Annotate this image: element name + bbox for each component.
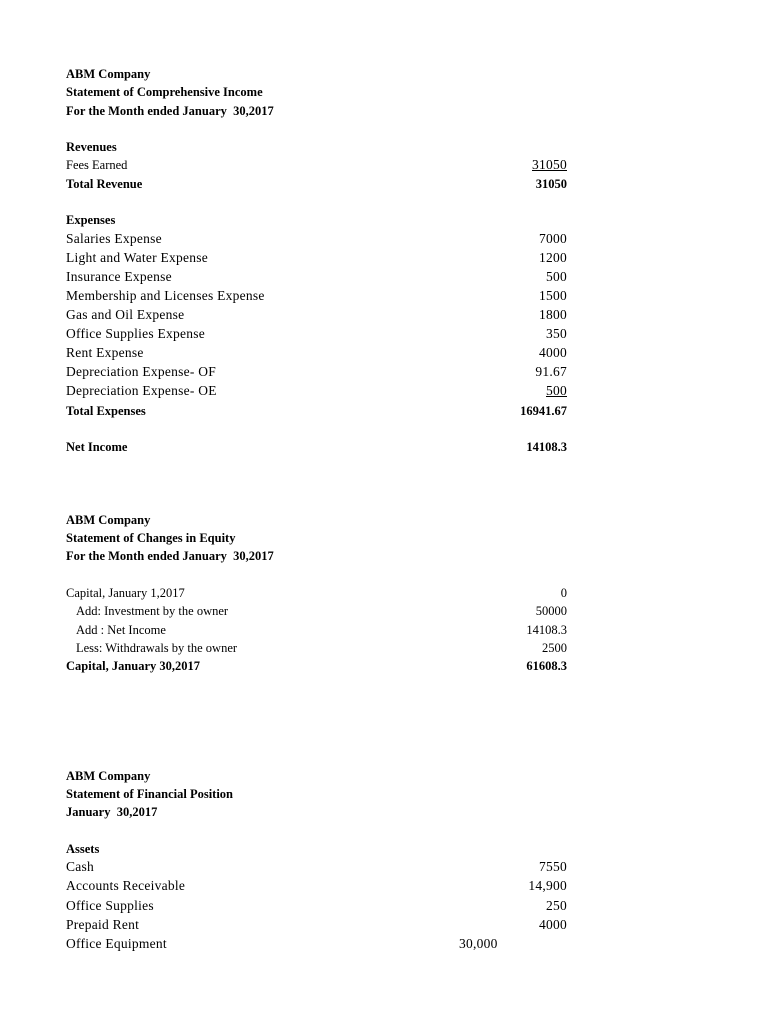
fees-earned-value: 31050 [532, 157, 567, 172]
total-expenses-value: 16941.67 [520, 404, 567, 418]
expense-value: 4000 [539, 345, 567, 360]
asset-value: 4000 [539, 917, 567, 932]
expense-label: Depreciation Expense- OE [66, 383, 217, 398]
net-income-row [66, 438, 567, 456]
expense-label: Salaries Expense [66, 231, 162, 246]
expense-row [66, 363, 567, 381]
expense-label: Rent Expense [66, 345, 144, 360]
equity-title: Statement of Changes in Equity [66, 531, 236, 545]
position-date: January 30,2017 [66, 805, 158, 819]
equity-row-label: Add : Net Income [76, 623, 166, 637]
revenues-heading: Revenues [66, 140, 117, 154]
assets-heading-row [66, 840, 567, 858]
expense-label: Light and Water Expense [66, 250, 208, 265]
equity-row-label: Less: Withdrawals by the owner [76, 641, 238, 655]
expense-row [66, 344, 567, 362]
asset-row [66, 877, 567, 895]
asset-label: Cash [66, 859, 94, 874]
equity-row-label: Add: Investment by the owner [76, 604, 229, 618]
equity-company [66, 511, 567, 529]
expense-row [66, 287, 567, 305]
position-title-row [66, 785, 567, 803]
position-company [66, 767, 567, 785]
expense-value: 500 [546, 269, 567, 284]
equity-row [66, 602, 567, 620]
asset-value: 14,900 [528, 878, 567, 893]
asset-value: 250 [546, 898, 567, 913]
equity-row [66, 621, 567, 639]
expense-label: Gas and Oil Expense [66, 307, 185, 322]
equity-row-label: Capital, January 1,2017 [66, 586, 185, 600]
expense-row [66, 230, 567, 248]
equity-company-name: ABM Company [66, 513, 151, 527]
equity-period-row [66, 547, 567, 565]
total-expenses-label: Total Expenses [66, 404, 146, 418]
total-revenue-value: 31050 [535, 177, 567, 191]
asset-label: Accounts Receivable [66, 878, 186, 893]
equity-title-row [66, 529, 567, 547]
expense-value: 1800 [539, 307, 567, 322]
expense-row [66, 306, 567, 324]
asset-value: 7550 [539, 859, 567, 874]
equity-row-value: 50000 [535, 604, 567, 618]
office-equipment-value: 30,000 [459, 936, 498, 951]
expenses-heading: Expenses [66, 213, 116, 227]
income-company-name: ABM Company [66, 67, 151, 81]
equity-row [66, 584, 567, 602]
capital-ending-value: 61608.3 [526, 659, 567, 673]
office-equipment-row [66, 935, 567, 953]
total-expenses-row [66, 402, 567, 420]
equity-row-value: 0 [560, 586, 567, 600]
net-income-label: Net Income [66, 440, 128, 454]
expense-label: Membership and Licenses Expense [66, 288, 265, 303]
assets-heading: Assets [66, 842, 100, 856]
expense-value: 500 [546, 383, 567, 398]
expense-value: 350 [546, 326, 567, 341]
equity-row [66, 639, 567, 657]
expense-row [66, 325, 567, 343]
asset-label: Office Supplies [66, 898, 154, 913]
net-income-value: 14108.3 [526, 440, 567, 454]
position-date-row [66, 803, 567, 821]
expenses-heading-row [66, 211, 567, 229]
expense-value: 1500 [539, 288, 567, 303]
equity-period: For the Month ended January 30,2017 [66, 549, 274, 563]
total-revenue-row [66, 175, 567, 193]
fees-earned-row [66, 156, 567, 174]
expense-row [66, 268, 567, 286]
expense-row [66, 382, 567, 400]
office-equipment-label: Office Equipment [66, 936, 167, 951]
expense-label: Office Supplies Expense [66, 326, 205, 341]
asset-row [66, 916, 567, 934]
income-period: For the Month ended January 30,2017 [66, 104, 274, 118]
income-title: Statement of Comprehensive Income [66, 85, 263, 99]
income-title-row [66, 83, 567, 101]
asset-label: Prepaid Rent [66, 917, 140, 932]
total-revenue-label: Total Revenue [66, 177, 143, 191]
asset-row [66, 897, 567, 915]
fees-earned-label: Fees Earned [66, 158, 128, 172]
capital-ending-row [66, 657, 567, 675]
position-company-name: ABM Company [66, 769, 151, 783]
income-period-row [66, 102, 567, 120]
position-title: Statement of Financial Position [66, 787, 234, 801]
income-company [66, 65, 567, 83]
asset-row [66, 858, 567, 876]
expense-value: 1200 [539, 250, 567, 265]
expense-label: Depreciation Expense- OF [66, 364, 216, 379]
expense-value: 7000 [539, 231, 567, 246]
revenues-heading-row [66, 138, 567, 156]
expense-label: Insurance Expense [66, 269, 172, 284]
expense-row [66, 249, 567, 267]
equity-row-value: 14108.3 [526, 623, 567, 637]
expense-value: 91.67 [535, 364, 567, 379]
capital-ending-label: Capital, January 30,2017 [66, 659, 201, 673]
equity-row-value: 2500 [542, 641, 567, 655]
